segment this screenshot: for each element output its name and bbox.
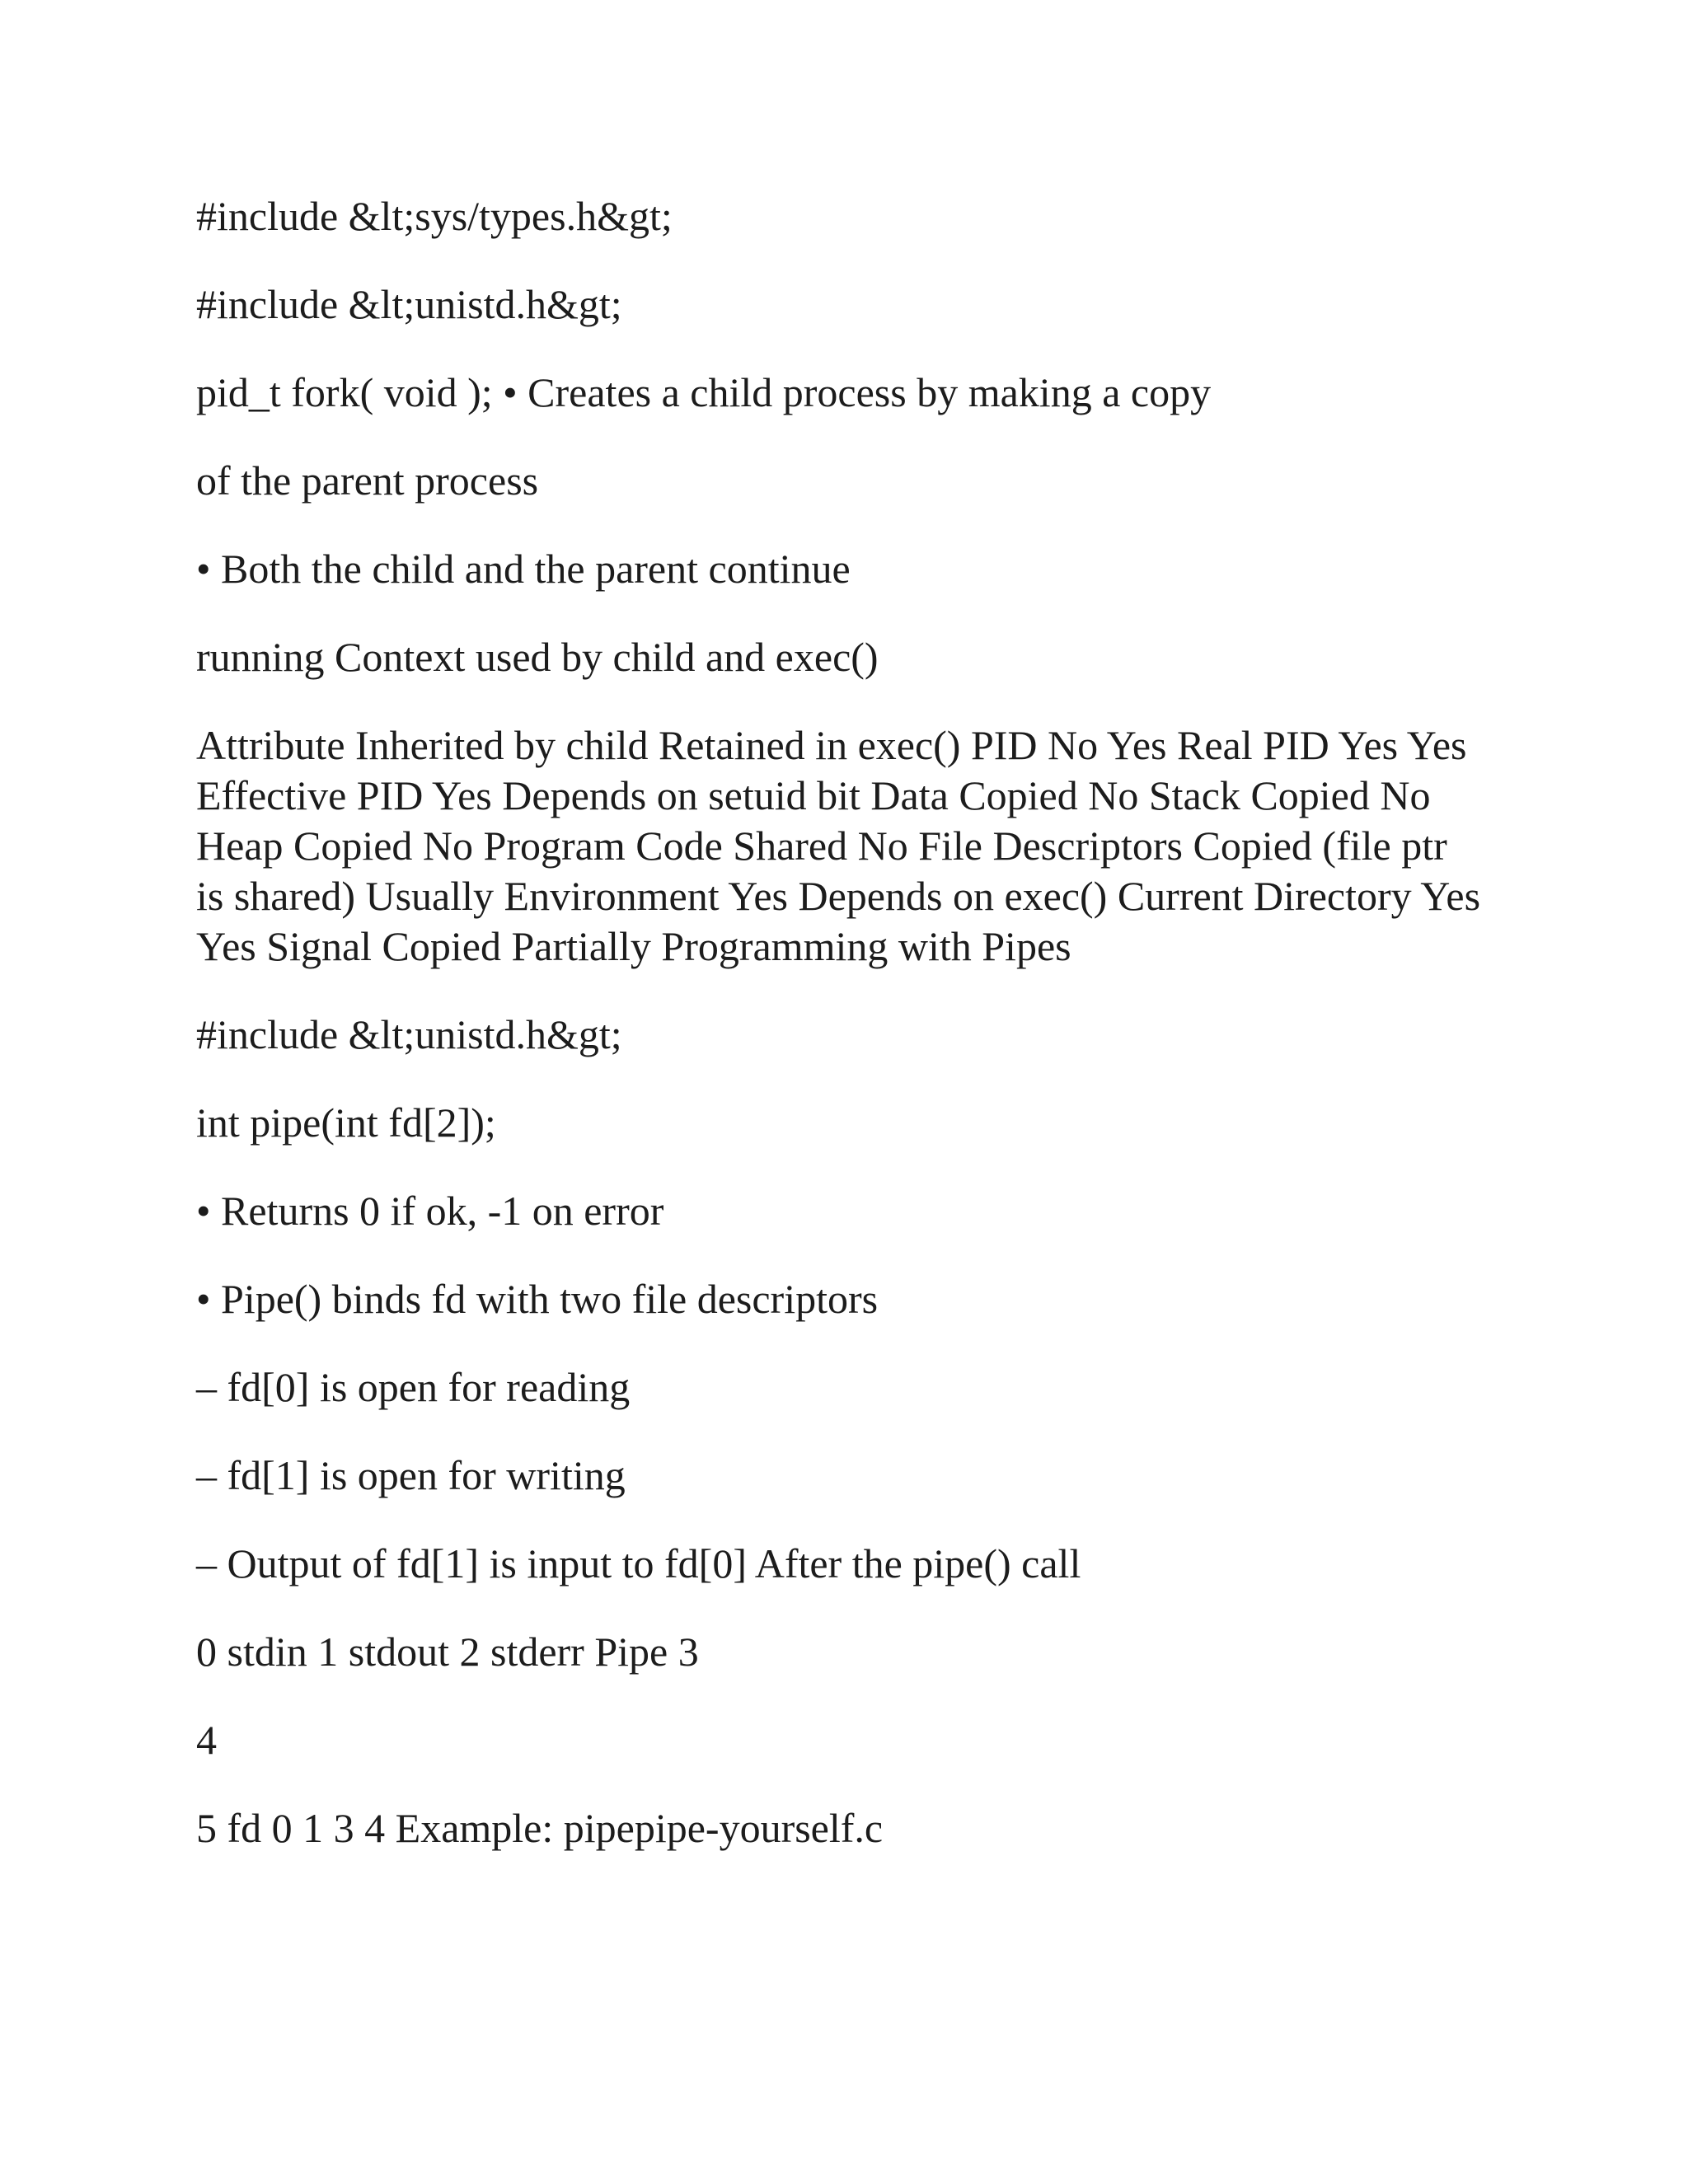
paragraph-std-streams: 0 stdin 1 stdout 2 stderr Pipe 3 bbox=[196, 1629, 699, 1675]
paragraph-include-unistd-2: #include &lt;unistd.h&gt; bbox=[196, 1011, 622, 1057]
paragraph-fork-signature: pid_t fork( void ); • Creates a child process by making a copy bbox=[196, 369, 1212, 415]
paragraph-output-input: – Output of fd[1] is input to fd[0] After the pipe() call bbox=[196, 1540, 1081, 1586]
document-body bbox=[196, 191, 1489, 1891]
paragraph-returns: • Returns 0 if ok, -1 on error bbox=[196, 1188, 664, 1234]
paragraph-attribute-table: Attribute Inherited by child Retained in exec() PID No Yes Real PID Yes Yes Effective PID Yes Depends on setuid bit Data Copied No Stack Copied No Heap Copied No Program Code Shared No File Descriptors Copied (file ptr is shared) Usually Environment Yes Depends on exec() Current Directory Yes Yes Signal Copied Partially Programming with Pipes bbox=[196, 722, 1489, 969]
paragraph-parent-process: of the parent process bbox=[196, 457, 539, 504]
paragraph-pipe-binds: • Pipe() binds fd with two file descriptors bbox=[196, 1276, 879, 1322]
paragraph-include-unistd: #include &lt;unistd.h&gt; bbox=[196, 281, 622, 327]
paragraph-fd1-writing: – fd[1] is open for writing bbox=[196, 1452, 626, 1498]
paragraph-four: 4 bbox=[196, 1717, 217, 1763]
paragraph-pipe-signature: int pipe(int fd[2]); bbox=[196, 1099, 496, 1146]
paragraph-fd0-reading: – fd[0] is open for reading bbox=[196, 1364, 631, 1410]
paragraph-both-continue: • Both the child and the parent continue bbox=[196, 546, 851, 592]
paragraph-example: 5 fd 0 1 3 4 Example: pipepipe-yourself.c bbox=[196, 1805, 884, 1851]
paragraph-context-exec: running Context used by child and exec() bbox=[196, 634, 879, 680]
paragraph-include-sys-types: #include &lt;sys/types.h&gt; bbox=[196, 193, 673, 239]
